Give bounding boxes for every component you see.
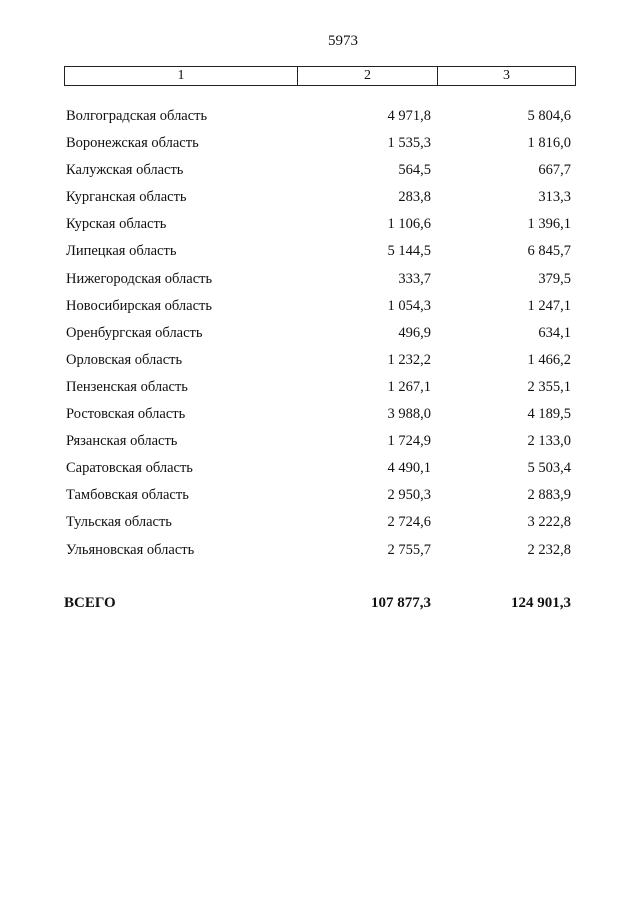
table-row — [0, 320, 640, 347]
table-row — [0, 401, 640, 428]
column-header-1: 1 — [65, 67, 298, 85]
region-name: Рязанская область — [66, 433, 178, 450]
value-col2: 1 106,6 — [387, 216, 431, 233]
value-col3: 3 222,8 — [527, 514, 571, 531]
table-row — [0, 211, 640, 238]
table-row — [0, 266, 640, 293]
table-row — [0, 482, 640, 509]
table-row — [0, 537, 640, 564]
value-col3: 6 845,7 — [527, 243, 571, 260]
region-name: Ульяновская область — [66, 541, 195, 558]
value-col3: 2 883,9 — [527, 487, 571, 504]
column-header-2: 2 — [298, 67, 438, 85]
region-name: Курская область — [66, 216, 167, 233]
region-name: Саратовская область — [66, 460, 193, 477]
region-name: Курганская область — [66, 189, 187, 206]
region-name: Калужская область — [66, 162, 184, 179]
region-name: Нижегородская область — [66, 270, 213, 287]
value-col3: 1 247,1 — [527, 297, 571, 314]
value-col2: 1 267,1 — [387, 378, 431, 395]
table-row — [0, 238, 640, 265]
value-col2: 4 971,8 — [387, 108, 431, 124]
total-col3: 124 901,3 — [511, 595, 571, 611]
value-col3: 1 816,0 — [527, 135, 571, 152]
value-col2: 333,7 — [398, 270, 431, 287]
table-row — [0, 130, 640, 157]
value-col2: 1 535,3 — [387, 135, 431, 152]
total-label: ВСЕГО — [64, 595, 116, 611]
value-col2: 3 988,0 — [387, 406, 431, 423]
value-col2: 1 724,9 — [387, 433, 431, 450]
value-col3: 2 232,8 — [527, 541, 571, 558]
value-col3: 5 804,6 — [527, 108, 571, 124]
table-row — [0, 374, 640, 401]
value-col2: 2 950,3 — [387, 487, 431, 504]
table-row — [0, 157, 640, 184]
value-col2: 2 755,7 — [387, 541, 431, 558]
value-col2: 1 232,2 — [387, 351, 431, 368]
value-col2: 564,5 — [398, 162, 431, 179]
value-col3: 379,5 — [538, 270, 571, 287]
region-name: Ростовская область — [66, 406, 186, 423]
value-col2: 2 724,6 — [387, 514, 431, 531]
value-col3: 4 189,5 — [527, 406, 571, 423]
value-col2: 5 144,5 — [387, 243, 431, 260]
table-row — [0, 428, 640, 455]
value-col2: 1 054,3 — [387, 297, 431, 314]
value-col3: 667,7 — [538, 162, 571, 179]
total-row — [0, 590, 640, 616]
region-name: Пензенская область — [66, 378, 188, 395]
value-col3: 313,3 — [538, 189, 571, 206]
table-row — [0, 184, 640, 211]
table-body — [0, 103, 640, 564]
region-name: Воронежская область — [66, 135, 199, 152]
value-col2: 496,9 — [398, 324, 431, 341]
region-name: Орловская область — [66, 351, 183, 368]
table-row — [0, 509, 640, 536]
column-header-row — [64, 66, 576, 86]
value-col2: 4 490,1 — [387, 460, 431, 477]
region-name: Тамбовская область — [66, 487, 189, 504]
region-name: Оренбургская область — [66, 324, 203, 341]
value-col2: 283,8 — [398, 189, 431, 206]
value-col3: 2 133,0 — [527, 433, 571, 450]
table-row — [0, 455, 640, 482]
region-name: Волгоградская область — [66, 108, 208, 124]
column-header-3: 3 — [503, 68, 510, 83]
value-col3: 5 503,4 — [527, 460, 571, 477]
value-col3: 1 466,2 — [527, 351, 571, 368]
region-name: Новосибирская область — [66, 297, 212, 314]
table-row — [0, 347, 640, 374]
total-col2: 107 877,3 — [371, 595, 431, 611]
page-number: 5973 — [328, 33, 358, 49]
value-col3: 2 355,1 — [527, 378, 571, 395]
table-row — [0, 103, 640, 130]
region-name: Тульская область — [66, 514, 172, 531]
value-col3: 634,1 — [538, 324, 571, 341]
value-col3: 1 396,1 — [527, 216, 571, 233]
table-row — [0, 293, 640, 320]
region-name: Липецкая область — [66, 243, 177, 260]
